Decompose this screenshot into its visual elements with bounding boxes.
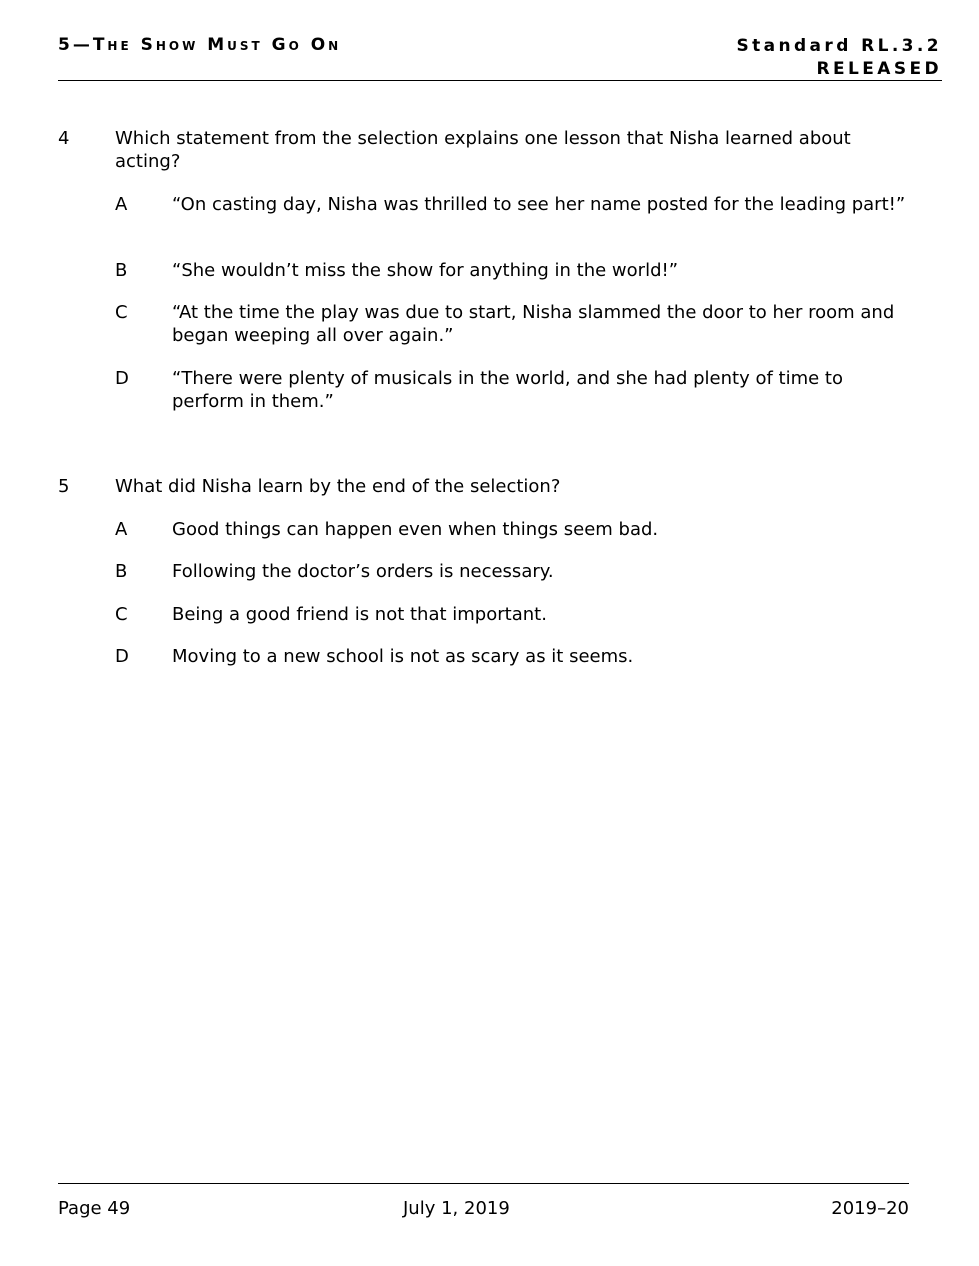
option-text: Being a good friend is not that important. <box>172 604 547 625</box>
standard-label: Standard RL.3.2 <box>736 36 942 56</box>
footer-date: July 1, 2019 <box>403 1198 510 1219</box>
page-number: Page 49 <box>58 1198 131 1219</box>
page-header <box>58 30 942 81</box>
question-stem: What did Nisha learn by the end of the selection? <box>115 476 561 497</box>
question-number: 5 <box>58 476 70 497</box>
option-letter: B <box>115 561 128 582</box>
option-letter: A <box>115 519 128 540</box>
option-text: “She wouldn’t miss the show for anything in the world!” <box>172 260 679 281</box>
released-label: RELEASED <box>816 59 942 79</box>
option-text: Following the doctor’s orders is necessary. <box>172 561 554 582</box>
option-letter: B <box>115 260 128 281</box>
option-letter: C <box>115 604 128 625</box>
option-letter: A <box>115 194 128 215</box>
option-text: “There were plenty of musicals in the world, and she had plenty of time to perform in them.” <box>172 368 843 412</box>
standard-info <box>736 35 942 81</box>
option-letter: D <box>115 368 129 389</box>
passage-title: 5—The Show Must Go On <box>58 35 342 55</box>
option-text: “At the time the play was due to start, Nisha slammed the door to her room and began weeping all over again.” <box>172 302 895 346</box>
question-number: 4 <box>58 128 70 149</box>
footer-divider <box>58 1183 909 1184</box>
question-stem: Which statement from the selection explains one lesson that Nisha learned about acting? <box>115 128 851 172</box>
option-text: Moving to a new school is not as scary as it seems. <box>172 646 634 667</box>
school-year: 2019–20 <box>831 1198 909 1219</box>
option-letter: C <box>115 302 128 323</box>
option-text: “On casting day, Nisha was thrilled to see her name posted for the leading part!” <box>172 194 906 215</box>
option-text: Good things can happen even when things seem bad. <box>172 519 659 540</box>
option-letter: D <box>115 646 129 667</box>
